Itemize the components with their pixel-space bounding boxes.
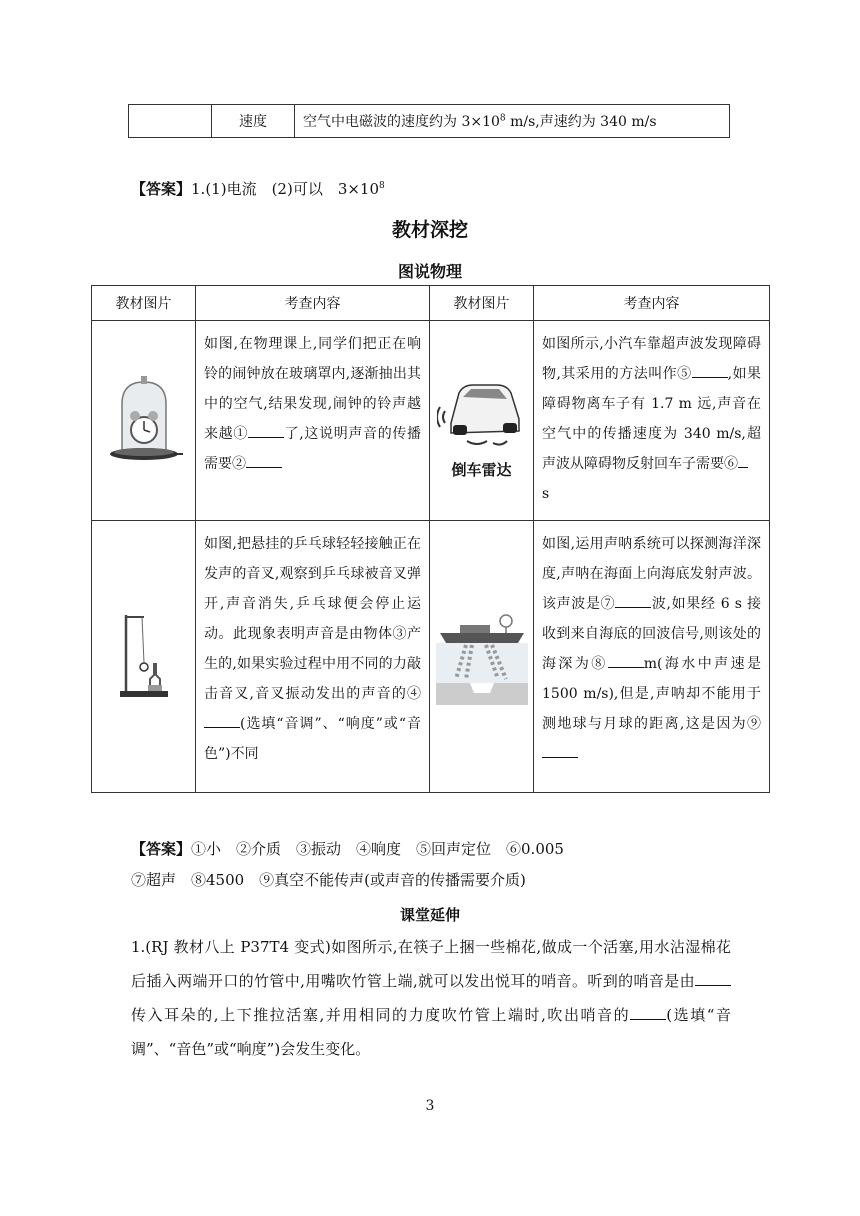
content-cell: 如图所示,小汽车靠超声波发现障碍物,其采用的方法叫作⑤ ,如果障碍物离车子有 1.7 m 远,声音在空气中的传播速度为 340 m/s,超声波从障碍物反射回车子需要⑥ s — [534, 321, 770, 521]
page-number: 3 — [425, 1098, 435, 1114]
sonar-ship-icon — [436, 605, 528, 705]
content-cell: 如图,在物理课上,同学们把正在响铃的闹钟放在玻璃罩内,逐渐抽出其中的空气,结果发现,闹钟的铃声越来越① 了,这说明声音的传播需要② — [196, 321, 430, 521]
answer-blank[interactable] — [542, 741, 578, 758]
answer-blank[interactable] — [204, 711, 240, 728]
table-row — [92, 321, 770, 521]
figure-physics-table — [91, 285, 770, 793]
table-header-row — [92, 286, 770, 321]
reversing-car-icon — [437, 361, 527, 461]
answer-block-2: 【答案】①小 ②介质 ③振动 ④响度 ⑤回声定位 ⑥0.005 ⑦超声 ⑧4500 ⑨真空不能传声(或声音的传播需要介质) — [131, 840, 564, 889]
column-header: 教材图片 — [430, 286, 534, 321]
content-cell: 如图,运用声呐系统可以探测海洋深度,声呐在海面上向海底发射声波。该声波是⑦ 波,如果经 6 s 接收到来自海底的回波信号,则该处的海深为⑧ m(海水中声速是 1500 m/s),但是,声呐却不能用于测地球与月球的距离,这是因为⑨ — [534, 521, 770, 793]
bell-jar-image — [92, 321, 196, 521]
top-table-fragment — [128, 104, 730, 138]
answer-blank[interactable] — [248, 421, 284, 438]
tuning-fork-stand-icon — [114, 605, 174, 705]
column-header: 教材图片 — [92, 286, 196, 321]
property-cell: 速度 — [212, 105, 295, 138]
sonar-image — [430, 521, 534, 793]
answer-label: 【答案】 — [131, 180, 192, 198]
section-heading: 教材深挖 — [391, 219, 468, 241]
column-header: 考查内容 — [196, 286, 430, 321]
answer-blank[interactable] — [692, 361, 728, 378]
answer-blank[interactable] — [630, 1003, 666, 1020]
table-row — [129, 105, 730, 138]
answer-block-1: 【答案】1.(1)电流 (2)可以 $3\times 10^8$ — [131, 180, 385, 198]
answer-blank[interactable] — [695, 969, 731, 986]
answer-blank[interactable] — [246, 451, 282, 468]
description-cell: 空气中电磁波的速度约为 $3\times 10^8$ m/s,声速约为 340 m/s — [295, 105, 730, 138]
answer-label: 【答案】 — [131, 840, 192, 858]
column-header: 考查内容 — [534, 286, 770, 321]
empty-cell — [129, 105, 212, 138]
tuning-fork-image — [92, 521, 196, 793]
question-1: 1.(RJ 教材八上 P37T4 变式)如图所示,在筷子上捆一些棉花,做成一个活塞,用水沾湿棉花后插入两端开口的竹管中,用嘴吹竹管上端,就可以发出悦耳的哨音。听到的哨音是由传入耳朵的,上下推拉活塞,并用相同的力度吹竹管上端时,吹出哨音的 (选填“音调”、“音色”或“响度”)会发生变化。 — [131, 938, 731, 1058]
answer-blank[interactable] — [608, 651, 644, 668]
section-heading: 课堂延伸 — [399, 906, 460, 924]
answer-blank[interactable] — [615, 591, 651, 608]
bell-jar-alarm-clock-icon — [104, 374, 184, 464]
image-caption: 倒车雷达 — [451, 461, 512, 479]
content-cell: 如图,把悬挂的乒乓球轻轻接触正在发声的音叉,观察到乒乓球被音叉弹开,声音消失,乒乓球便会停止运动。此现象表明声音是由物体③产生的,如果实验过程中用不同的力敲击音叉,音叉振动发出的声音的④(选填“音调”、“响度”或“音色”)不同 — [196, 521, 430, 793]
answer-blank[interactable] — [738, 451, 748, 468]
table-row — [92, 521, 770, 793]
parking-radar-image — [430, 321, 534, 521]
subsection-heading: 图说物理 — [397, 262, 462, 281]
